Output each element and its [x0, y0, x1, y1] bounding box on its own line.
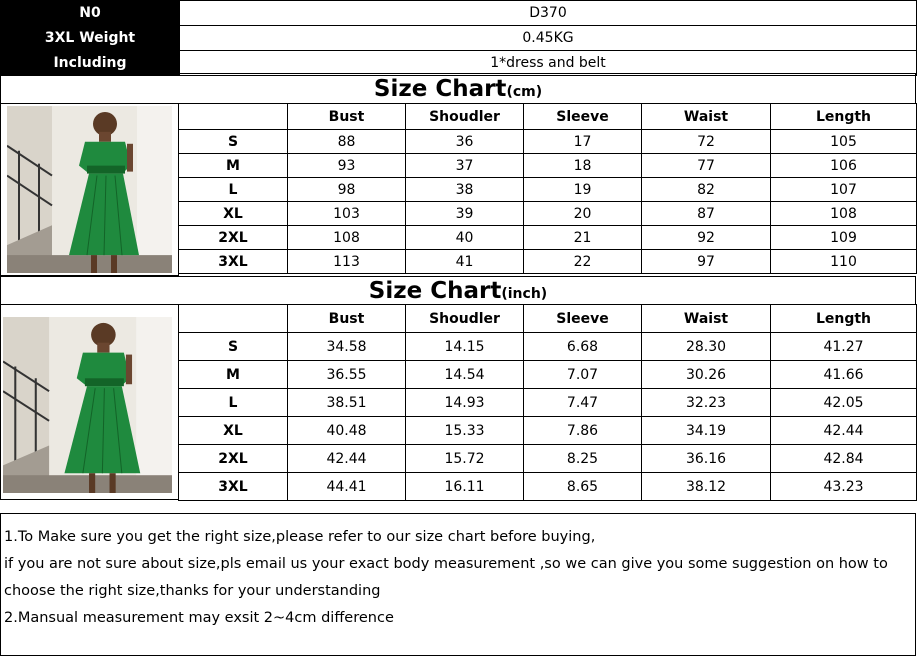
measurement-cell: 7.47 — [524, 389, 642, 417]
measurement-cell: 14.54 — [406, 361, 524, 389]
measurement-cell: 37 — [406, 154, 524, 178]
table-row — [179, 130, 917, 154]
measurement-cell: 41.27 — [771, 333, 917, 361]
measurement-cell: 20 — [524, 202, 642, 226]
info-key: Including — [1, 51, 180, 76]
table-header-row — [179, 305, 917, 333]
header-cell: Waist — [642, 305, 771, 333]
measurement-cell: 42.44 — [771, 417, 917, 445]
table-row — [179, 389, 917, 417]
product-info-table — [0, 0, 917, 76]
measurement-cell: 36 — [406, 130, 524, 154]
measurement-cell: 88 — [288, 130, 406, 154]
model-in-green-dress-photo-icon — [7, 106, 172, 273]
size-chart-cm-table — [178, 103, 917, 274]
header-cell: Sleeve — [524, 305, 642, 333]
measurement-cell: 34.58 — [288, 333, 406, 361]
size-chart-unit: (inch) — [501, 286, 548, 302]
size-label-cell: 2XL — [179, 226, 288, 250]
note-line: if you are not sure about size,pls email us your exact body measurement ,so we can give you some suggestion on how to — [4, 556, 888, 572]
note-line: 1.To Make sure you get the right size,please refer to our size chart before buying, — [4, 529, 596, 545]
measurement-cell: 41.66 — [771, 361, 917, 389]
sizing-notes — [0, 513, 916, 656]
measurement-cell: 38 — [406, 178, 524, 202]
measurement-cell: 109 — [771, 226, 917, 250]
note-line: choose the right size,thanks for your understanding — [4, 583, 381, 599]
measurement-cell: 19 — [524, 178, 642, 202]
size-label-cell: 2XL — [179, 445, 288, 473]
measurement-cell: 30.26 — [642, 361, 771, 389]
measurement-cell: 38.51 — [288, 389, 406, 417]
measurement-cell: 105 — [771, 130, 917, 154]
info-value: D370 — [180, 1, 917, 26]
size-chart-inch-table — [178, 304, 917, 501]
measurement-cell: 36.16 — [642, 445, 771, 473]
table-row — [179, 226, 917, 250]
measurement-cell: 108 — [771, 202, 917, 226]
table-row — [179, 445, 917, 473]
measurement-cell: 15.33 — [406, 417, 524, 445]
measurement-cell: 34.19 — [642, 417, 771, 445]
measurement-cell: 113 — [288, 250, 406, 274]
measurement-cell: 41 — [406, 250, 524, 274]
size-chart-title-text: Size Chart — [368, 278, 502, 304]
model-photo-cm — [0, 103, 179, 276]
size-label-cell: L — [179, 178, 288, 202]
measurement-cell: 16.11 — [406, 473, 524, 501]
measurement-cell: 8.65 — [524, 473, 642, 501]
size-label-cell: XL — [179, 417, 288, 445]
size-label-cell: S — [179, 333, 288, 361]
table-row — [179, 202, 917, 226]
measurement-cell: 43.23 — [771, 473, 917, 501]
measurement-cell: 87 — [642, 202, 771, 226]
measurement-cell: 6.68 — [524, 333, 642, 361]
header-cell — [179, 305, 288, 333]
info-row-number — [1, 1, 917, 26]
size-label-cell: L — [179, 389, 288, 417]
measurement-cell: 14.15 — [406, 333, 524, 361]
measurement-cell: 36.55 — [288, 361, 406, 389]
size-chart-title-text: Size Chart — [373, 76, 507, 102]
measurement-cell: 97 — [642, 250, 771, 274]
measurement-cell: 108 — [288, 226, 406, 250]
measurement-cell: 22 — [524, 250, 642, 274]
info-row-including — [1, 51, 917, 76]
header-cell: Bust — [288, 305, 406, 333]
measurement-cell: 98 — [288, 178, 406, 202]
measurement-cell: 7.86 — [524, 417, 642, 445]
measurement-cell: 110 — [771, 250, 917, 274]
measurement-cell: 92 — [642, 226, 771, 250]
info-key: N0 — [1, 1, 180, 26]
size-chart-inch-title — [0, 276, 916, 305]
measurement-cell: 28.30 — [642, 333, 771, 361]
measurement-cell: 77 — [642, 154, 771, 178]
measurement-cell: 40.48 — [288, 417, 406, 445]
measurement-cell: 8.25 — [524, 445, 642, 473]
measurement-cell: 82 — [642, 178, 771, 202]
measurement-cell: 14.93 — [406, 389, 524, 417]
table-row — [179, 178, 917, 202]
measurement-cell: 7.07 — [524, 361, 642, 389]
header-cell: Length — [771, 104, 917, 130]
table-row — [179, 333, 917, 361]
measurement-cell: 106 — [771, 154, 917, 178]
size-label-cell: 3XL — [179, 250, 288, 274]
table-row — [179, 250, 917, 274]
size-chart-unit: (cm) — [506, 84, 543, 100]
measurement-cell: 93 — [288, 154, 406, 178]
measurement-cell: 40 — [406, 226, 524, 250]
model-in-green-dress-photo-icon — [3, 317, 172, 493]
table-row — [179, 361, 917, 389]
size-label-cell: S — [179, 130, 288, 154]
size-label-cell: 3XL — [179, 473, 288, 501]
table-row — [179, 417, 917, 445]
measurement-cell: 39 — [406, 202, 524, 226]
table-row — [179, 473, 917, 501]
header-cell: Sleeve — [524, 104, 642, 130]
header-cell: Bust — [288, 104, 406, 130]
info-row-weight — [1, 26, 917, 51]
measurement-cell: 15.72 — [406, 445, 524, 473]
size-chart-cm-title — [0, 73, 916, 104]
measurement-cell: 72 — [642, 130, 771, 154]
info-key: 3XL Weight — [1, 26, 180, 51]
header-cell: Length — [771, 305, 917, 333]
model-photo-inch — [0, 304, 179, 500]
header-cell: Shoudler — [406, 305, 524, 333]
measurement-cell: 103 — [288, 202, 406, 226]
measurement-cell: 32.23 — [642, 389, 771, 417]
info-value: 0.45KG — [180, 26, 917, 51]
size-label-cell: XL — [179, 202, 288, 226]
measurement-cell: 42.84 — [771, 445, 917, 473]
measurement-cell: 17 — [524, 130, 642, 154]
info-value: 1*dress and belt — [180, 51, 917, 76]
table-row — [179, 154, 917, 178]
size-label-cell: M — [179, 361, 288, 389]
measurement-cell: 42.44 — [288, 445, 406, 473]
header-cell: Shoudler — [406, 104, 524, 130]
measurement-cell: 107 — [771, 178, 917, 202]
header-cell: Waist — [642, 104, 771, 130]
measurement-cell: 38.12 — [642, 473, 771, 501]
table-header-row — [179, 104, 917, 130]
measurement-cell: 44.41 — [288, 473, 406, 501]
measurement-cell: 18 — [524, 154, 642, 178]
note-line: 2.Mansual measurement may exsit 2~4cm difference — [4, 610, 394, 626]
measurement-cell: 21 — [524, 226, 642, 250]
measurement-cell: 42.05 — [771, 389, 917, 417]
header-cell — [179, 104, 288, 130]
size-label-cell: M — [179, 154, 288, 178]
